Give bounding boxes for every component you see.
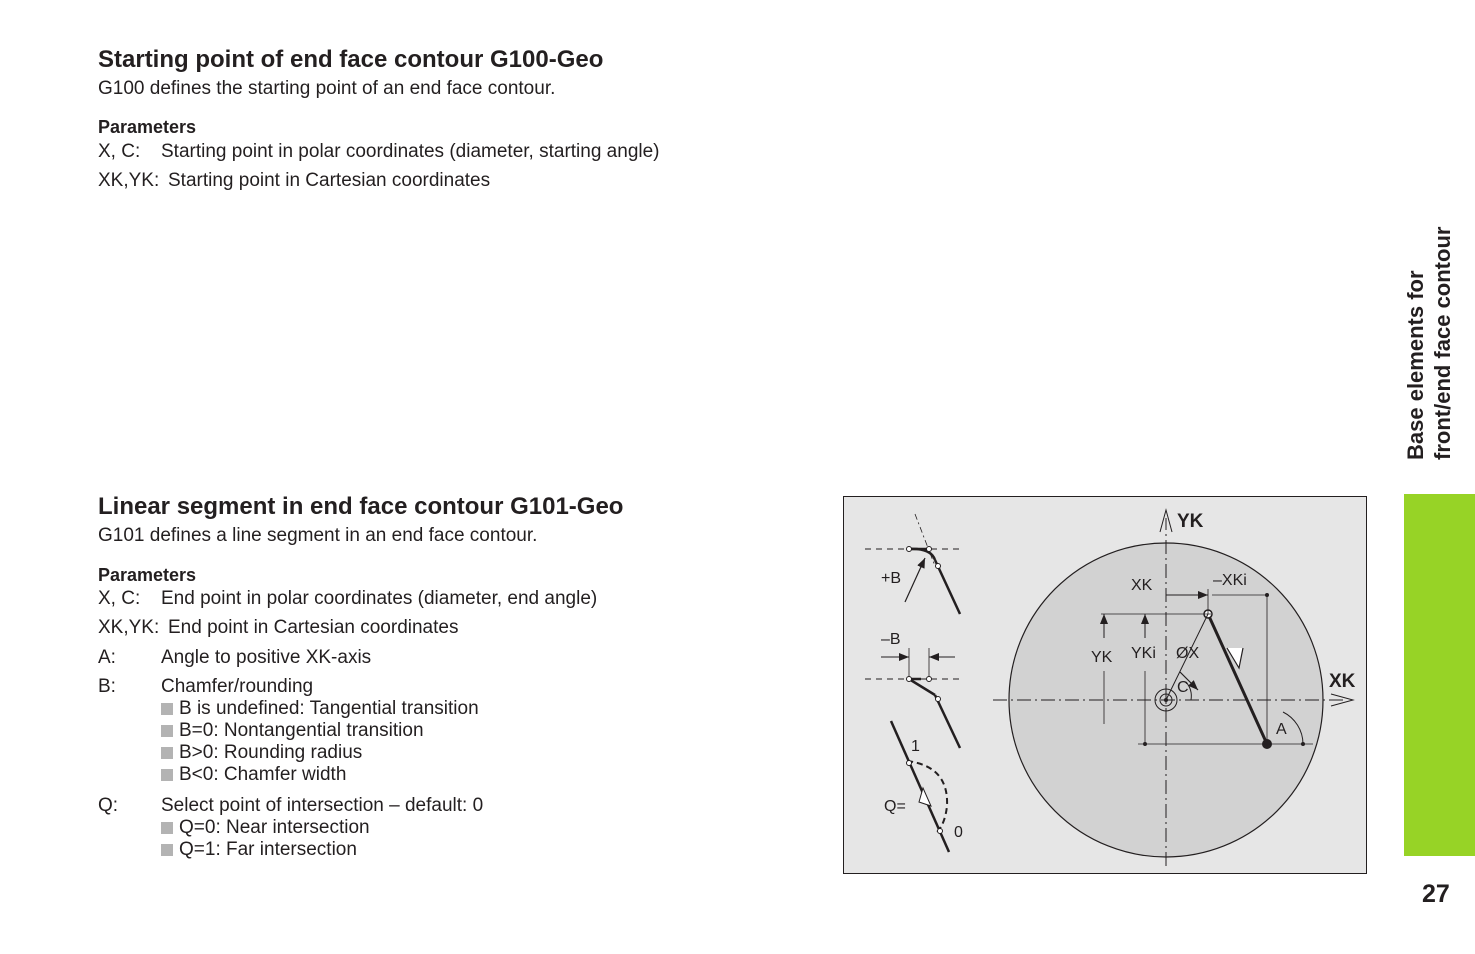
q-option: Q=1: Far intersection xyxy=(161,839,370,861)
b-option: B>0: Rounding radius xyxy=(161,742,479,764)
param-key: X, C: xyxy=(98,141,141,162)
section-intro-g101: G101 defines a line segment in an end face contour. xyxy=(98,525,538,546)
param-key: A: xyxy=(98,647,116,668)
chapter-tab-marker xyxy=(1404,494,1475,856)
label-xk: XK xyxy=(1131,577,1153,594)
angle-a-dot xyxy=(1301,742,1305,746)
label-yki: YKi xyxy=(1131,645,1156,662)
label-diameter-x: ØX xyxy=(1176,645,1200,662)
chapter-sidebar-title xyxy=(1402,227,1456,460)
bullet-square-icon xyxy=(161,822,173,834)
param-row-xc xyxy=(98,141,660,163)
bullet-square-icon xyxy=(161,725,173,737)
label-one: 1 xyxy=(911,738,920,755)
label-plus-b: +B xyxy=(881,570,902,587)
param-row-xc xyxy=(98,588,597,610)
yki-end-dot xyxy=(1143,742,1147,746)
bullet-square-icon xyxy=(161,844,173,856)
param-row-xkyk xyxy=(98,170,490,192)
param-desc: End point in polar coordinates (diameter, end angle) xyxy=(161,588,598,609)
param-desc: Angle to positive XK-axis xyxy=(161,647,372,668)
label-yk: YK xyxy=(1091,649,1113,666)
label-a: A xyxy=(1276,721,1287,738)
xki-end-dot xyxy=(1265,593,1269,597)
b-option: B<0: Chamfer width xyxy=(161,764,479,786)
bullet-square-icon xyxy=(161,703,173,715)
page-number: 27 xyxy=(1422,880,1450,908)
sidebar-title-line: Base elements for xyxy=(1403,270,1428,460)
b-option: B=0: Nontangential transition xyxy=(161,720,479,742)
param-key: X, C: xyxy=(98,588,141,609)
param-desc: End point in Cartesian coordinates xyxy=(168,617,459,638)
bullet-square-icon xyxy=(161,747,173,759)
param-desc: Starting point in polar coordinates (diameter, starting angle) xyxy=(161,141,660,162)
param-row-b xyxy=(98,676,313,698)
q-intersection-1 xyxy=(907,761,912,766)
label-xki: –XKi xyxy=(1213,572,1247,589)
yk-axis-label: YK xyxy=(1177,511,1204,532)
q-intersection-0 xyxy=(938,829,943,834)
param-desc: Starting point in Cartesian coordinates xyxy=(168,170,491,191)
param-row-a xyxy=(98,647,371,669)
label-minus-b: –B xyxy=(881,631,901,648)
param-key: B: xyxy=(98,676,116,697)
sidebar-title-line: front/end face contour xyxy=(1430,226,1455,460)
param-key: Q: xyxy=(98,795,119,816)
param-row-xkyk xyxy=(98,617,458,639)
label-q: Q= xyxy=(884,798,906,815)
label-c: C xyxy=(1177,679,1189,696)
section-title-g100: Starting point of end face contour G100-Geo xyxy=(98,46,604,73)
section-title-g101: Linear segment in end face contour G101-Geo xyxy=(98,493,624,520)
xk-axis-label: XK xyxy=(1329,671,1356,692)
param-key: XK,YK: xyxy=(98,170,160,191)
section-intro-g100: G100 defines the starting point of an end face contour. xyxy=(98,78,556,99)
param-desc: Chamfer/rounding xyxy=(161,676,314,697)
parameters-heading-g100: Parameters xyxy=(98,117,197,137)
bullet-square-icon xyxy=(161,769,173,781)
b-option: B is undefined: Tangential transition xyxy=(161,698,479,720)
label-zero: 0 xyxy=(954,824,963,841)
param-row-q xyxy=(98,795,483,817)
q-option-list xyxy=(161,817,370,861)
g101-geometry-diagram xyxy=(843,496,1367,874)
param-desc: Select point of intersection – default: 0 xyxy=(161,795,484,816)
b-option-list xyxy=(161,698,479,786)
q-option: Q=0: Near intersection xyxy=(161,817,370,839)
param-key: XK,YK: xyxy=(98,617,160,638)
parameters-heading-g101: Parameters xyxy=(98,565,197,585)
